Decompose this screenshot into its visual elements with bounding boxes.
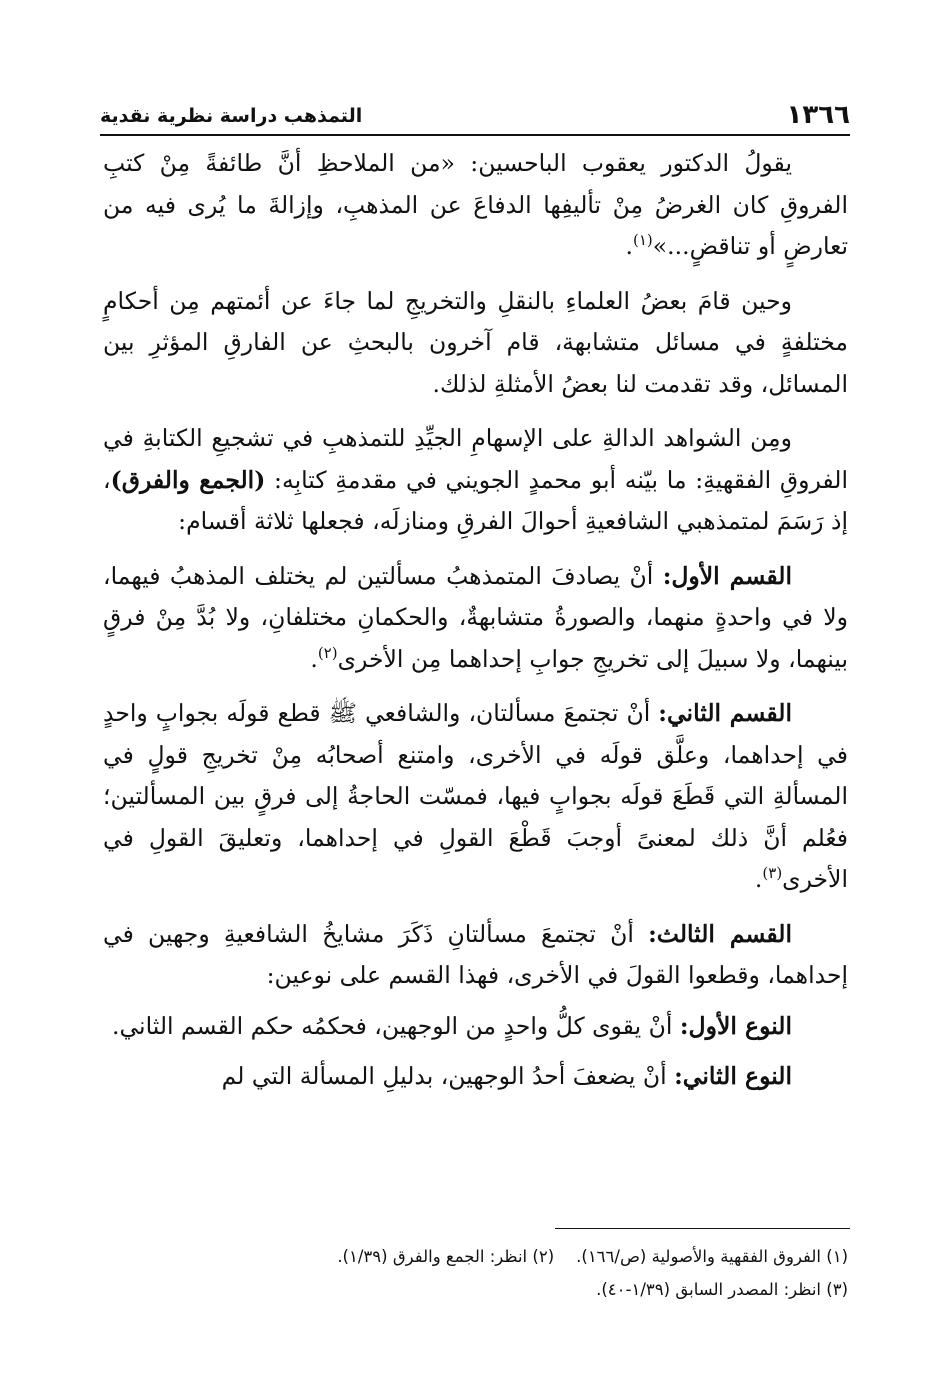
paragraph-scholars-takhrij — [103, 281, 848, 406]
section-label: القسم الأول: — [662, 561, 792, 590]
footnote-ref: (٢) — [317, 643, 338, 662]
page-number: ١٣٦٦ — [786, 100, 850, 130]
section-label: القسم الثاني: — [658, 699, 792, 727]
section-label: النوع الثاني: — [674, 1062, 792, 1090]
paragraph-text: أنْ تجتمعَ مسألتانِ ذَكَرَ مشايخُ الشافعيةِ وجهين في إحداهما، وقطعوا القولَ في الأخرى، فهذا القسم على نوعين: — [103, 919, 848, 989]
footnote-3: (٣) انظر: المصدر السابق (١/٣٩-٤٠). — [596, 1280, 848, 1299]
footnote-2: (٢) انظر: الجمع والفرق (١/٣٩). — [337, 1247, 555, 1266]
section-label: القسم الثالث: — [648, 919, 792, 948]
paragraph-text: ومِن الشواهد الدالةِ على الإسهامِ الجيِّدِ للتمذهبِ في تشجيعِ الكتابةِ في الفروقِ الفقهيةِ: ما بيّنه أبو محمدٍ الجويني في مقدمةِ كتابِه: — [103, 424, 848, 494]
paragraph-text: أنْ تجتمعَ مسألتان، والشافعي ﷺ قطع قولَه بجوابٍ واحدٍ في إحداهما، وعلَّق قولَه في الأخرى، وامتنع أصحابُه مِنْ تخريجِ قولٍ في المسألةِ التي قَطَعَ قولَه بجوابٍ فيها، فمسّت الحاجةُ إلى فرقٍ بين المسألتين؛ فعُلم أنَّ ذلك لمعنىً أوجبَ قَطْعَ القولِ في إحداهما، وتعليقَ القولِ في الأخرى — [103, 699, 848, 893]
paragraph-text: أنْ يضعفَ أحدُ الوجهين، بدليلِ المسألة التي لم — [221, 1062, 675, 1090]
paragraph-juwayni-evidence — [103, 418, 848, 543]
paragraph-text: أنْ يقوى كلُّ واحدٍ من الوجهين، فحكمُه حكم القسم الثاني. — [112, 1011, 680, 1040]
paragraph-quote-bahusain — [103, 143, 848, 268]
paragraph-second-type — [103, 1056, 848, 1098]
paragraph-third-section — [103, 914, 848, 997]
paragraph-first-section — [103, 556, 848, 681]
book-title: (الجمع والفرق) — [110, 465, 266, 494]
running-title: التمذهب دراسة نظرية نقدية — [100, 105, 363, 127]
paragraph-second-section — [103, 693, 848, 901]
footnote-line — [103, 1273, 848, 1306]
footnotes — [103, 1240, 848, 1306]
footnote-line — [103, 1240, 848, 1273]
sentence-end: . — [310, 644, 318, 673]
paragraph-first-type — [103, 1006, 848, 1048]
footnote-1: (١) الفروق الفقهية والأصولية (ص/١٦٦). — [576, 1247, 848, 1266]
footnote-ref: (١) — [633, 231, 653, 250]
paragraph-text: وحين قامَ بعضُ العلماءِ بالنقلِ والتخريجِ لما جاءَ عن أئمتهم مِن أحكامٍ مختلفةٍ في مسائل متشابهة، قام آخرون بالبحثِ عن الفارقِ المؤثرِ بين المسائل، وقد تقدمت لنا بعضُ الأمثلةِ لذلك. — [103, 286, 848, 398]
sentence-end: . — [754, 865, 763, 893]
header-rule — [100, 134, 850, 136]
running-header — [100, 90, 850, 130]
footnote-rule — [555, 1228, 850, 1229]
paragraph-text: يقولُ الدكتور يعقوب الباحسين: «من الملاحظِ أنَّ طائفةً مِنْ كتبِ الفروقِ كان الغرضُ مِنْ تأليفِها الدفاعَ عن المذهبِ، وإزالةَ ما يُرى فيه من تعارضٍ أو تناقضٍ...» — [103, 149, 848, 260]
section-label: النوع الأول: — [679, 1011, 792, 1040]
paragraph-text: أنْ يصادفَ المتمذهبُ مسألتين لم يختلف المذهبُ فيهما، ولا في واحدةٍ منهما، والصورةُ متشابهةٌ، والحكمانِ مختلفانِ، ولا بُدَّ مِنْ فرقٍ بينهما، ولا سبيلَ إلى تخريجِ جوابِ إحداهما مِن الأخرى — [103, 561, 848, 673]
sentence-end: . — [625, 232, 633, 260]
main-text — [103, 143, 848, 1111]
footnote-ref: (٣) — [762, 864, 783, 883]
paragraph-text: ، إذ رَسَمَ لمتمذهبي الشافعيةِ أحوالَ الفرقِ ومنازلَه، فجعلها ثلاثة أقسام: — [103, 465, 848, 535]
